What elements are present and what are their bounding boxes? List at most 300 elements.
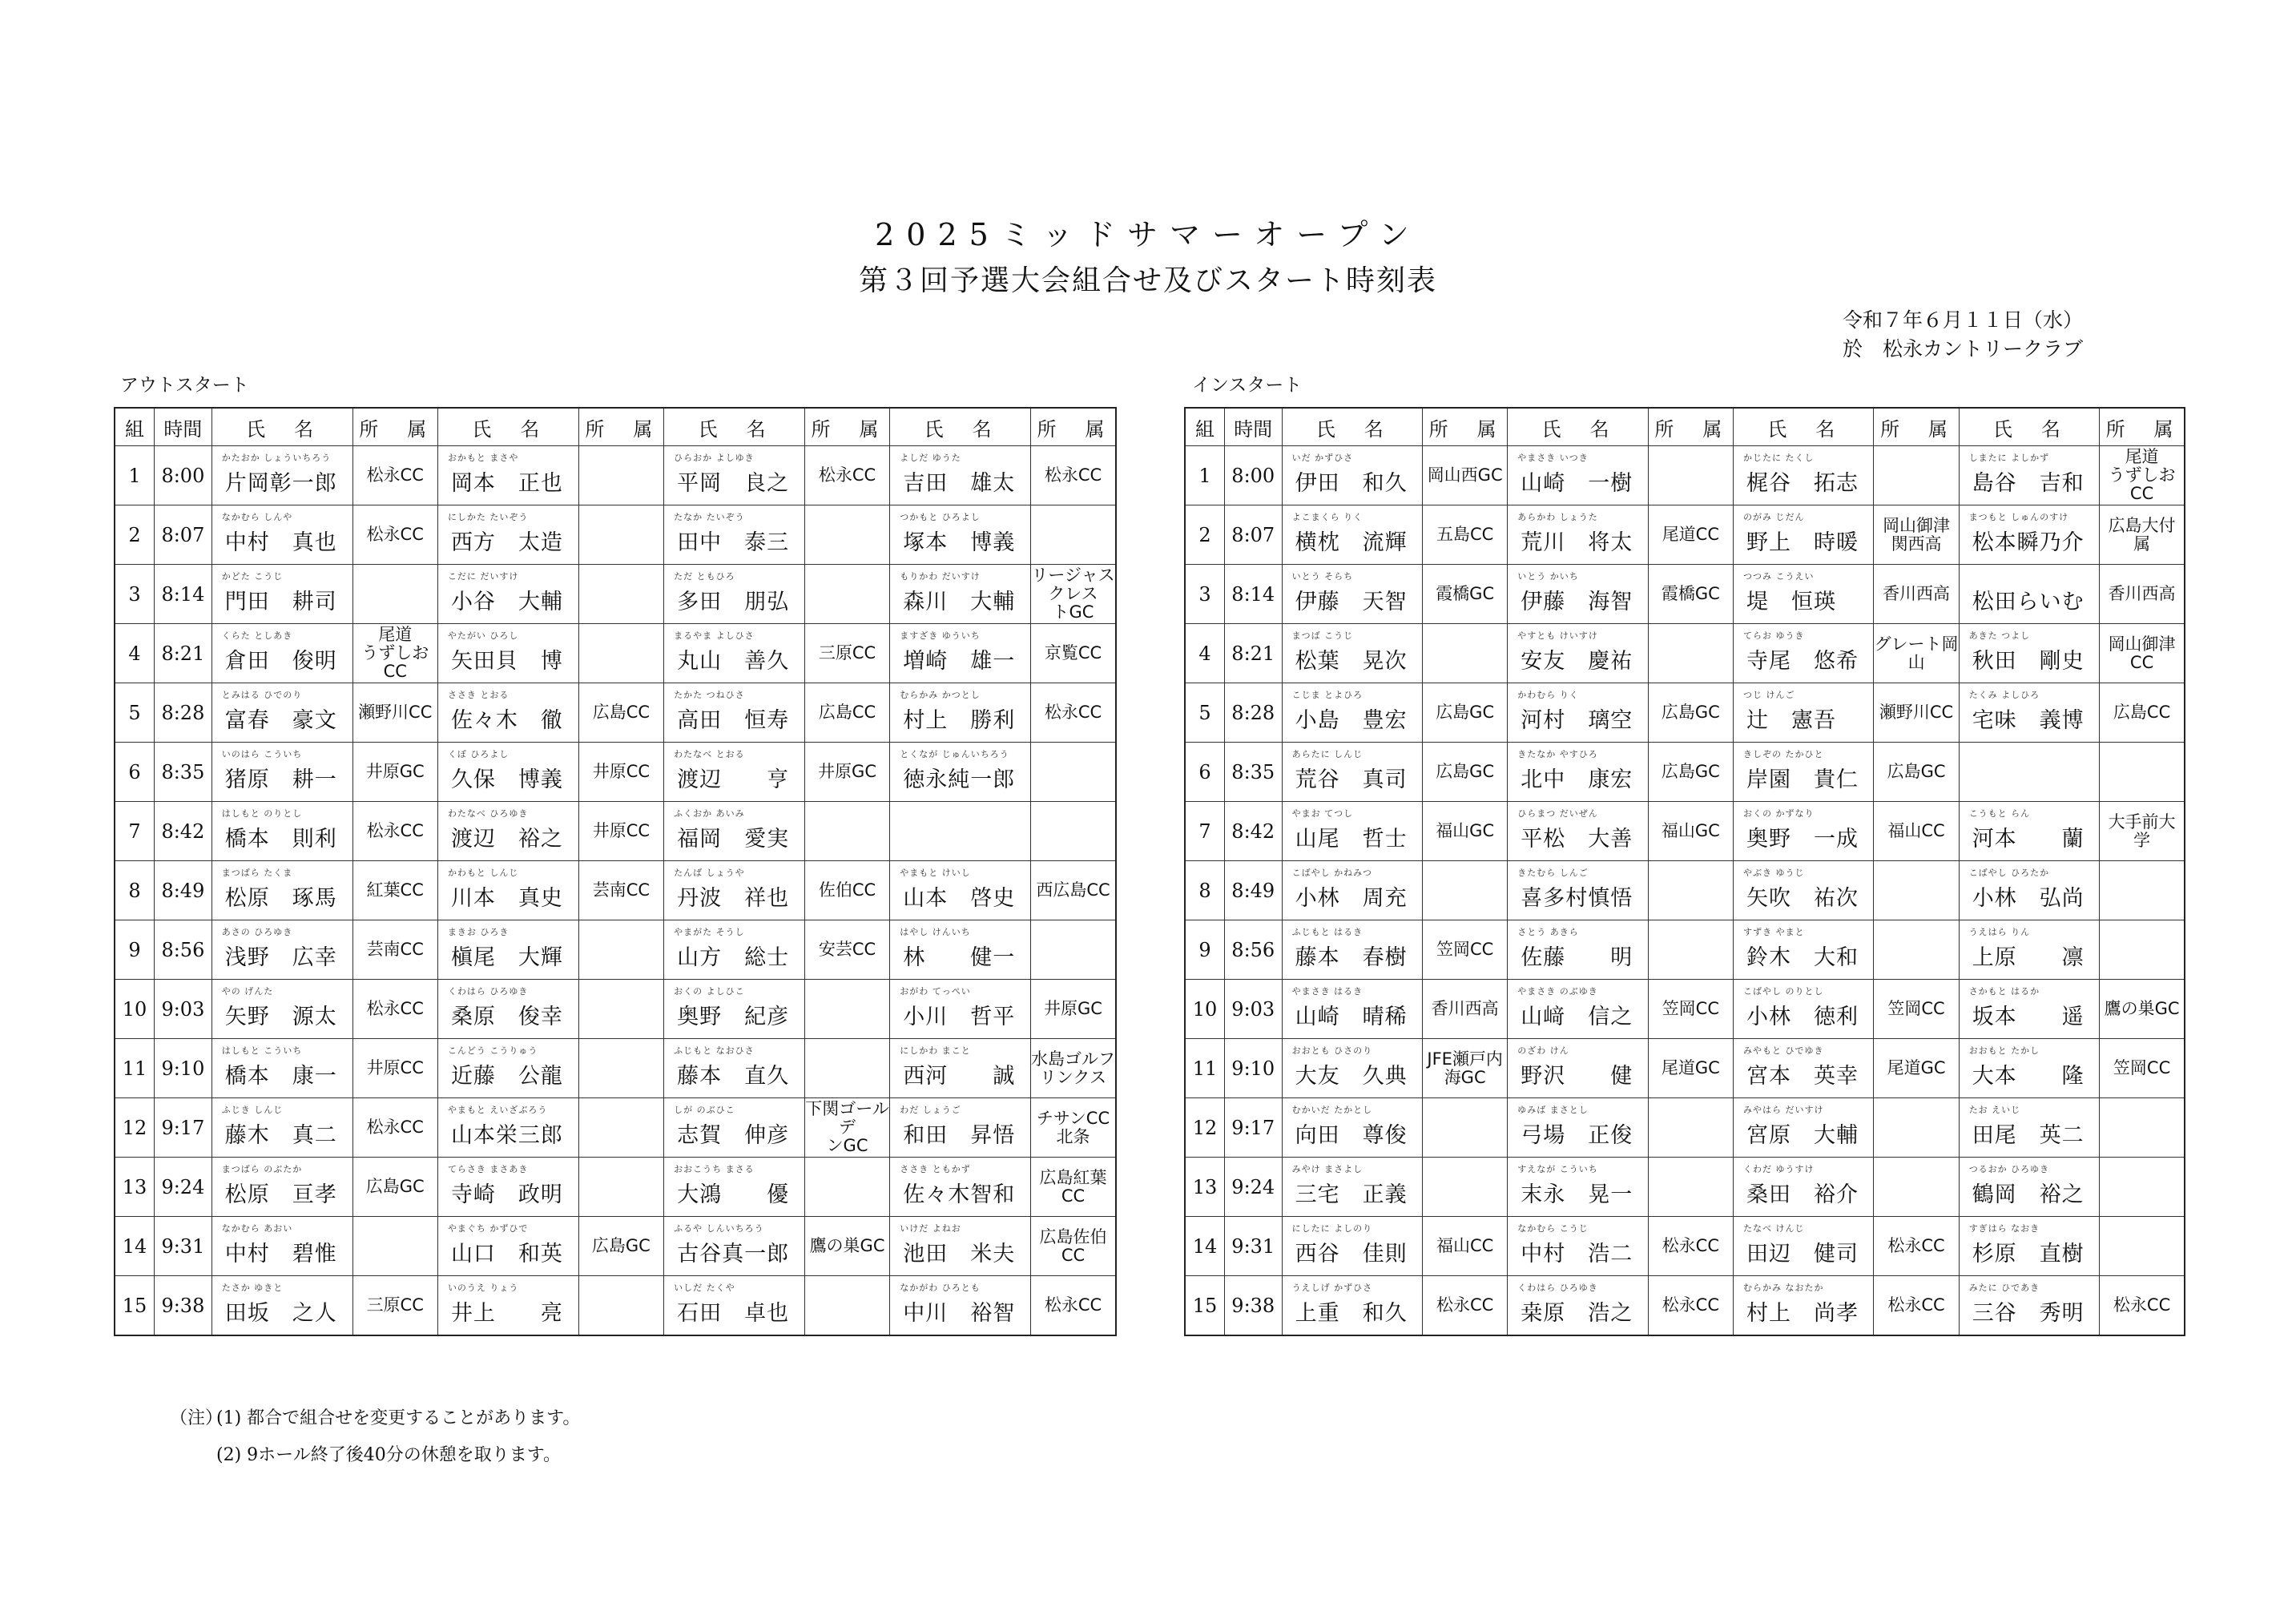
tee-time: 8:42	[155, 802, 212, 861]
player-cell	[1508, 1039, 1648, 1098]
player-name: 佐々木智和	[903, 1182, 1016, 1207]
player-cell	[1282, 743, 1422, 802]
header-name: 氏 名	[1508, 408, 1648, 446]
player-name: 奥野 紀彦	[677, 1005, 790, 1029]
player-club	[578, 980, 663, 1039]
tee-time: 8:56	[1224, 920, 1282, 980]
player-name: 丸山 善久	[677, 649, 790, 674]
player-name: 安友 慶祐	[1521, 649, 1633, 674]
player-name: 田中 泰三	[677, 530, 790, 555]
player-furigana: とくなが じゅんいちろう	[900, 749, 1009, 759]
group-number: 14	[115, 1217, 155, 1276]
player-club	[1030, 920, 1116, 980]
player-club: 尾道CC	[1648, 505, 1733, 565]
player-name: 石田 卓也	[677, 1301, 790, 1326]
player-furigana: かわもと しんじ	[447, 868, 519, 878]
player-name: 村上 勝利	[903, 708, 1016, 733]
player-cell	[437, 980, 578, 1039]
player-furigana: まつもと しゅんのすけ	[1968, 512, 2069, 522]
player-cell	[437, 920, 578, 980]
player-cell	[664, 1039, 805, 1098]
player-furigana: やまもと えいざぶろう	[447, 1105, 548, 1115]
player-name: 丹波 祥也	[677, 886, 790, 911]
in-start-label: インスタート	[1192, 375, 1303, 396]
player-name: 山﨑 信之	[1521, 1005, 1633, 1029]
player-club	[804, 1158, 889, 1217]
player-club: 下関ゴールデ ンGC	[804, 1098, 889, 1158]
player-name: 佐藤 明	[1521, 945, 1633, 970]
group-number: 13	[115, 1158, 155, 1217]
player-furigana: ただ ともひろ	[674, 571, 735, 582]
player-club: 笠岡CC	[1874, 980, 1959, 1039]
pairing-row	[115, 861, 1116, 920]
player-cell	[1508, 624, 1648, 683]
player-name: 杉原 直樹	[1972, 1242, 2085, 1267]
player-cell	[437, 1039, 578, 1098]
player-name: 徳永純一郎	[903, 767, 1016, 792]
player-furigana: こだに だいすけ	[447, 571, 519, 582]
pairing-row	[115, 683, 1116, 743]
player-name: 池田 米夫	[903, 1242, 1016, 1267]
player-cell	[437, 1276, 578, 1336]
tee-time: 9:38	[1224, 1276, 1282, 1336]
tee-time: 9:03	[155, 980, 212, 1039]
player-furigana: くわはら ひろゆき	[1517, 1283, 1598, 1293]
player-cell	[437, 802, 578, 861]
player-club: 井原GC	[1030, 980, 1116, 1039]
player-furigana: わだ しょうご	[900, 1105, 961, 1115]
player-furigana: よこまくら りく	[1291, 512, 1364, 522]
player-club	[1648, 624, 1733, 683]
player-cell	[1959, 920, 2099, 980]
player-cell	[1959, 683, 2099, 743]
player-club: 松永CC	[352, 980, 437, 1039]
player-cell	[437, 1098, 578, 1158]
header-club: 所 属	[1423, 408, 1508, 446]
out-start-table	[114, 407, 1117, 1336]
player-name: 野上 時暖	[1746, 530, 1859, 555]
player-cell	[1733, 1276, 1873, 1336]
player-cell	[890, 683, 1031, 743]
tee-time: 8:14	[155, 565, 212, 624]
tee-time: 9:17	[1224, 1098, 1282, 1158]
player-furigana: ゆみば まさとし	[1517, 1105, 1589, 1115]
pairing-row	[115, 1039, 1116, 1098]
player-furigana: みたに ひであき	[1968, 1283, 2040, 1293]
player-cell	[890, 565, 1031, 624]
player-furigana: ささき とおる	[447, 690, 510, 700]
player-cell	[890, 861, 1031, 920]
tee-time: 8:42	[1224, 802, 1282, 861]
header-row	[115, 408, 1116, 446]
player-furigana: くわだ ゆうすけ	[1742, 1164, 1815, 1174]
pairing-row	[1185, 861, 2185, 920]
player-club: 広島GC	[1423, 743, 1508, 802]
player-furigana: かわむら りく	[1517, 690, 1579, 700]
player-furigana: こばやし のりとし	[1742, 986, 1824, 997]
player-furigana: あらかわ しょうた	[1517, 512, 1598, 522]
player-cell	[890, 624, 1031, 683]
player-club: 広島CC	[2100, 683, 2185, 743]
player-club: 福山GC	[1648, 802, 1733, 861]
player-furigana: うえしげ かずひさ	[1291, 1283, 1373, 1293]
player-cell	[664, 802, 805, 861]
player-cell	[1508, 1158, 1648, 1217]
player-cell	[1733, 565, 1873, 624]
player-name: 多田 朋弘	[677, 590, 790, 614]
player-name: 荒谷 真司	[1295, 767, 1408, 792]
player-club: 尾道 うずしおCC	[352, 624, 437, 683]
player-furigana: まつばら のぶたか	[221, 1164, 303, 1174]
tee-time: 9:10	[1224, 1039, 1282, 1098]
pairing-row	[1185, 743, 2185, 802]
group-number: 2	[115, 505, 155, 565]
group-number: 10	[1185, 980, 1224, 1039]
player-furigana: たかた つねひさ	[674, 690, 745, 700]
player-name: 久保 博義	[450, 767, 563, 792]
player-furigana: やの げんた	[221, 986, 274, 997]
player-furigana: きしぞの たかひと	[1742, 749, 1824, 759]
player-club: 松永CC	[1648, 1217, 1733, 1276]
player-cell	[1508, 743, 1648, 802]
group-number: 4	[1185, 624, 1224, 683]
player-furigana: たお えいじ	[1968, 1105, 2021, 1115]
player-name: 大本 隆	[1972, 1064, 2085, 1089]
player-cell	[1733, 1217, 1873, 1276]
player-furigana: たさか ゆきと	[221, 1283, 284, 1293]
player-furigana: のざわ けん	[1517, 1045, 1569, 1056]
player-furigana: さかもと はるか	[1968, 986, 2040, 997]
player-furigana: すずき やまと	[1742, 927, 1805, 937]
tee-time: 8:00	[1224, 446, 1282, 505]
player-furigana: たなか たいぞう	[674, 512, 745, 522]
player-club	[578, 1276, 663, 1336]
player-name: 古谷真一郎	[677, 1242, 790, 1267]
player-cell	[211, 861, 352, 920]
player-club	[1423, 861, 1508, 920]
player-furigana: やまぐち かずひで	[447, 1223, 529, 1234]
player-cell	[664, 1098, 805, 1158]
player-name: 宮本 英幸	[1746, 1064, 1859, 1089]
player-club: 松永CC	[804, 446, 889, 505]
header-club: 所 属	[2100, 408, 2185, 446]
player-club	[578, 565, 663, 624]
player-name: 猪原 耕一	[224, 767, 337, 792]
player-cell	[437, 505, 578, 565]
player-cell	[664, 1276, 805, 1336]
player-furigana: いだ かずひさ	[1291, 453, 1354, 463]
player-cell	[890, 743, 1031, 802]
header-club: 所 属	[1030, 408, 1116, 446]
player-furigana: あきた つよし	[1968, 630, 2031, 641]
player-furigana: たくみ よしひろ	[1968, 690, 2040, 700]
player-cell	[1733, 1158, 1873, 1217]
player-name: 山方 総士	[677, 945, 790, 970]
player-name: 荒川 将太	[1521, 530, 1633, 555]
player-furigana: まきお ひろき	[447, 927, 510, 937]
player-cell	[1508, 1276, 1648, 1336]
group-number: 7	[1185, 802, 1224, 861]
player-name: 宅味 義博	[1972, 708, 2085, 733]
player-name: 藤本 春樹	[1295, 945, 1408, 970]
player-name: 小林 周充	[1295, 886, 1408, 911]
player-cell	[1959, 861, 2099, 920]
player-furigana: いしだ たくや	[674, 1283, 735, 1293]
player-club: 佐伯CC	[804, 861, 889, 920]
player-name: 田尾 英二	[1972, 1123, 2085, 1148]
player-furigana: くぼ ひろよし	[447, 749, 510, 759]
player-furigana: なかむら こうじ	[1517, 1223, 1589, 1234]
player-club: 京覧CC	[1030, 624, 1116, 683]
player-furigana: むらかみ かつとし	[900, 690, 981, 700]
player-name: 向田 尊俊	[1295, 1123, 1408, 1148]
player-cell	[1959, 980, 2099, 1039]
player-name: 中川 裕智	[903, 1301, 1016, 1326]
player-name: 近藤 公龍	[450, 1064, 563, 1089]
player-furigana: ふじき しんじ	[221, 1105, 284, 1115]
pairing-row	[115, 920, 1116, 980]
player-name: 小谷 大輔	[450, 590, 563, 614]
player-furigana: わたなべ とおる	[674, 749, 745, 759]
note-row-1	[170, 1400, 580, 1437]
group-number: 14	[1185, 1217, 1224, 1276]
player-name: 松本瞬乃介	[1972, 530, 2085, 555]
player-name: 岸園 貴仁	[1746, 767, 1859, 792]
player-club: 広島紅葉CC	[1030, 1158, 1116, 1217]
player-cell	[1733, 980, 1873, 1039]
player-cell	[664, 743, 805, 802]
pairing-row	[1185, 1098, 2185, 1158]
player-club: 三原CC	[352, 1276, 437, 1336]
player-cell	[1959, 1098, 2099, 1158]
player-cell	[1282, 624, 1422, 683]
pairing-row	[1185, 505, 2185, 565]
tee-time: 8:00	[155, 446, 212, 505]
header-club: 所 属	[1874, 408, 1959, 446]
player-cell	[437, 624, 578, 683]
player-furigana: あらたに しんじ	[1291, 749, 1364, 759]
player-name: 渡辺 裕之	[450, 827, 563, 852]
player-furigana: ひらおか よしゆき	[674, 453, 755, 463]
player-name: 片岡彰一郎	[224, 471, 337, 496]
player-furigana: なかむら あおい	[221, 1223, 293, 1234]
player-club: 松永CC	[352, 505, 437, 565]
player-name: 上原 凛	[1972, 945, 2085, 970]
player-furigana: もりかわ だいすけ	[900, 571, 981, 582]
player-club	[2100, 920, 2185, 980]
player-name: 福岡 愛実	[677, 827, 790, 852]
player-cell	[1282, 802, 1422, 861]
player-furigana: すぎはら なおき	[1968, 1223, 2040, 1234]
player-cell	[1508, 980, 1648, 1039]
player-club	[804, 1276, 889, 1336]
player-club: 香川西高	[1423, 980, 1508, 1039]
player-name: 槇尾 大輝	[450, 945, 563, 970]
player-club: 紅葉CC	[352, 861, 437, 920]
player-name: 渡辺 亨	[677, 767, 790, 792]
player-name: 井上 亮	[450, 1301, 563, 1326]
player-cell	[1959, 446, 2099, 505]
player-furigana: はやし けんいち	[900, 927, 971, 937]
pairing-row	[115, 1098, 1116, 1158]
player-club: 広島大付属	[2100, 505, 2185, 565]
player-cell	[1959, 1039, 2099, 1098]
player-club	[1030, 743, 1116, 802]
group-number: 9	[115, 920, 155, 980]
player-club: 広島佐伯CC	[1030, 1217, 1116, 1276]
player-name: 山口 和英	[450, 1242, 563, 1267]
player-furigana: やまさき のぶゆき	[1517, 986, 1598, 997]
player-club	[1648, 920, 1733, 980]
note-item: (1) 都合で組合せを変更することがあります。	[216, 1408, 581, 1428]
player-name: 野沢 健	[1521, 1064, 1633, 1089]
player-furigana: てらさき まさあき	[447, 1164, 529, 1174]
header-name: 氏 名	[211, 408, 352, 446]
group-number: 11	[115, 1039, 155, 1098]
pairing-row	[1185, 920, 2185, 980]
tee-time: 8:21	[1224, 624, 1282, 683]
player-cell	[1733, 861, 1873, 920]
header-club: 所 属	[804, 408, 889, 446]
player-furigana: おくの よしひこ	[674, 986, 745, 997]
player-furigana: うえはら りん	[1968, 927, 2031, 937]
player-furigana: とみはる ひでのり	[221, 690, 303, 700]
player-name: 上重 和久	[1295, 1301, 1408, 1326]
player-club: 鷹の巣GC	[2100, 980, 2185, 1039]
player-name: 山尾 哲士	[1295, 827, 1408, 852]
player-cell	[1508, 1217, 1648, 1276]
player-furigana: ますざき ゆういち	[900, 630, 981, 641]
player-cell	[437, 1217, 578, 1276]
player-club	[1648, 1098, 1733, 1158]
player-club: 広島GC	[1648, 683, 1733, 743]
player-cell	[1959, 565, 2099, 624]
player-cell	[1282, 861, 1422, 920]
player-furigana: むかいだ たかとし	[1291, 1105, 1373, 1115]
player-cell	[1282, 683, 1422, 743]
pairing-row	[115, 446, 1116, 505]
player-cell	[890, 1039, 1031, 1098]
player-name: 山本栄三郎	[450, 1123, 563, 1148]
player-cell	[664, 505, 805, 565]
player-name: 西方 太造	[450, 530, 563, 555]
player-furigana: やまお てつし	[1291, 808, 1354, 819]
player-furigana: のがみ じだん	[1742, 512, 1805, 522]
group-number: 5	[1185, 683, 1224, 743]
player-club: 松永CC	[1874, 1217, 1959, 1276]
page-title: 2025ミッドサマーオープン	[875, 217, 1421, 252]
tee-time: 8:49	[155, 861, 212, 920]
note-row-2	[170, 1437, 580, 1474]
tee-time: 9:10	[155, 1039, 212, 1098]
player-name: 弓場 正俊	[1521, 1123, 1633, 1148]
player-club	[1874, 1158, 1959, 1217]
player-furigana: さとう あきら	[1517, 927, 1579, 937]
tee-time: 8:14	[1224, 565, 1282, 624]
player-name: 中村 浩二	[1521, 1242, 1633, 1267]
player-name: 矢吹 祐次	[1746, 886, 1859, 911]
player-furigana: ふじもと なおひさ	[674, 1045, 755, 1056]
player-cell	[890, 1276, 1031, 1336]
player-furigana: いとう かいち	[1517, 571, 1579, 582]
player-club: リージャスクレス トGC	[1030, 565, 1116, 624]
player-name: 岡本 正也	[450, 471, 563, 496]
player-name: 中村 碧惟	[224, 1242, 337, 1267]
player-club: 松永CC	[352, 446, 437, 505]
group-number: 5	[115, 683, 155, 743]
header-name: 氏 名	[1733, 408, 1873, 446]
player-cell	[1959, 743, 2099, 802]
player-cell	[664, 1217, 805, 1276]
notes-label: （注）	[170, 1408, 224, 1428]
player-club: 松永CC	[352, 802, 437, 861]
player-name: 塚本 博義	[903, 530, 1016, 555]
player-furigana: しまたに よしかず	[1968, 453, 2050, 463]
player-name: 高田 恒寿	[677, 708, 790, 733]
player-cell	[1282, 920, 1422, 980]
player-cell	[1282, 1158, 1422, 1217]
player-club	[804, 565, 889, 624]
player-club	[804, 802, 889, 861]
player-cell	[211, 980, 352, 1039]
player-name: 末永 晃一	[1521, 1182, 1633, 1207]
player-cell	[1282, 1039, 1422, 1098]
player-name: 桑原 俊幸	[450, 1005, 563, 1029]
player-furigana: やまさき はるき	[1291, 986, 1364, 997]
player-name: 田坂 之人	[224, 1301, 337, 1326]
player-club	[578, 920, 663, 980]
player-club	[804, 505, 889, 565]
player-name: 桒原 浩之	[1521, 1301, 1633, 1326]
pairing-row	[1185, 683, 2185, 743]
player-club	[1423, 1158, 1508, 1217]
player-name: 河村 璃空	[1521, 708, 1633, 733]
player-cell	[1959, 1217, 2099, 1276]
player-name: 平岡 良之	[677, 471, 790, 496]
tee-time: 8:56	[155, 920, 212, 980]
player-name: 村上 尚孝	[1746, 1301, 1859, 1326]
player-cell	[890, 1098, 1031, 1158]
pairing-row	[115, 802, 1116, 861]
player-furigana: なかがわ ひろとも	[900, 1283, 981, 1293]
player-club: 水島ゴルフ リンクス	[1030, 1039, 1116, 1098]
player-name: 矢田貝 博	[450, 649, 563, 674]
player-furigana: まつば こうじ	[1291, 630, 1354, 641]
player-club	[1874, 1098, 1959, 1158]
player-club: 井原CC	[352, 1039, 437, 1098]
notes	[170, 1400, 580, 1474]
player-club: 松永CC	[2100, 1276, 2185, 1336]
player-cell	[1959, 802, 2099, 861]
pairing-row	[1185, 1158, 2185, 1217]
player-name: 寺尾 悠希	[1746, 649, 1859, 674]
pairing-row	[1185, 802, 2185, 861]
player-name: 山本 啓史	[903, 886, 1016, 911]
player-furigana: むらかみ なおたか	[1742, 1283, 1824, 1293]
player-furigana: すえなが こういち	[1517, 1164, 1598, 1174]
group-number: 11	[1185, 1039, 1224, 1098]
player-furigana: まるやま よしひさ	[674, 630, 755, 641]
player-cell	[211, 565, 352, 624]
header-name: 氏 名	[664, 408, 805, 446]
player-club: 広島GC	[352, 1158, 437, 1217]
player-club	[578, 1098, 663, 1158]
player-name: 松葉 晃次	[1295, 649, 1408, 674]
player-cell	[211, 683, 352, 743]
player-furigana: わたなべ ひろゆき	[447, 808, 529, 819]
player-cell	[890, 1158, 1031, 1217]
player-cell	[890, 980, 1031, 1039]
